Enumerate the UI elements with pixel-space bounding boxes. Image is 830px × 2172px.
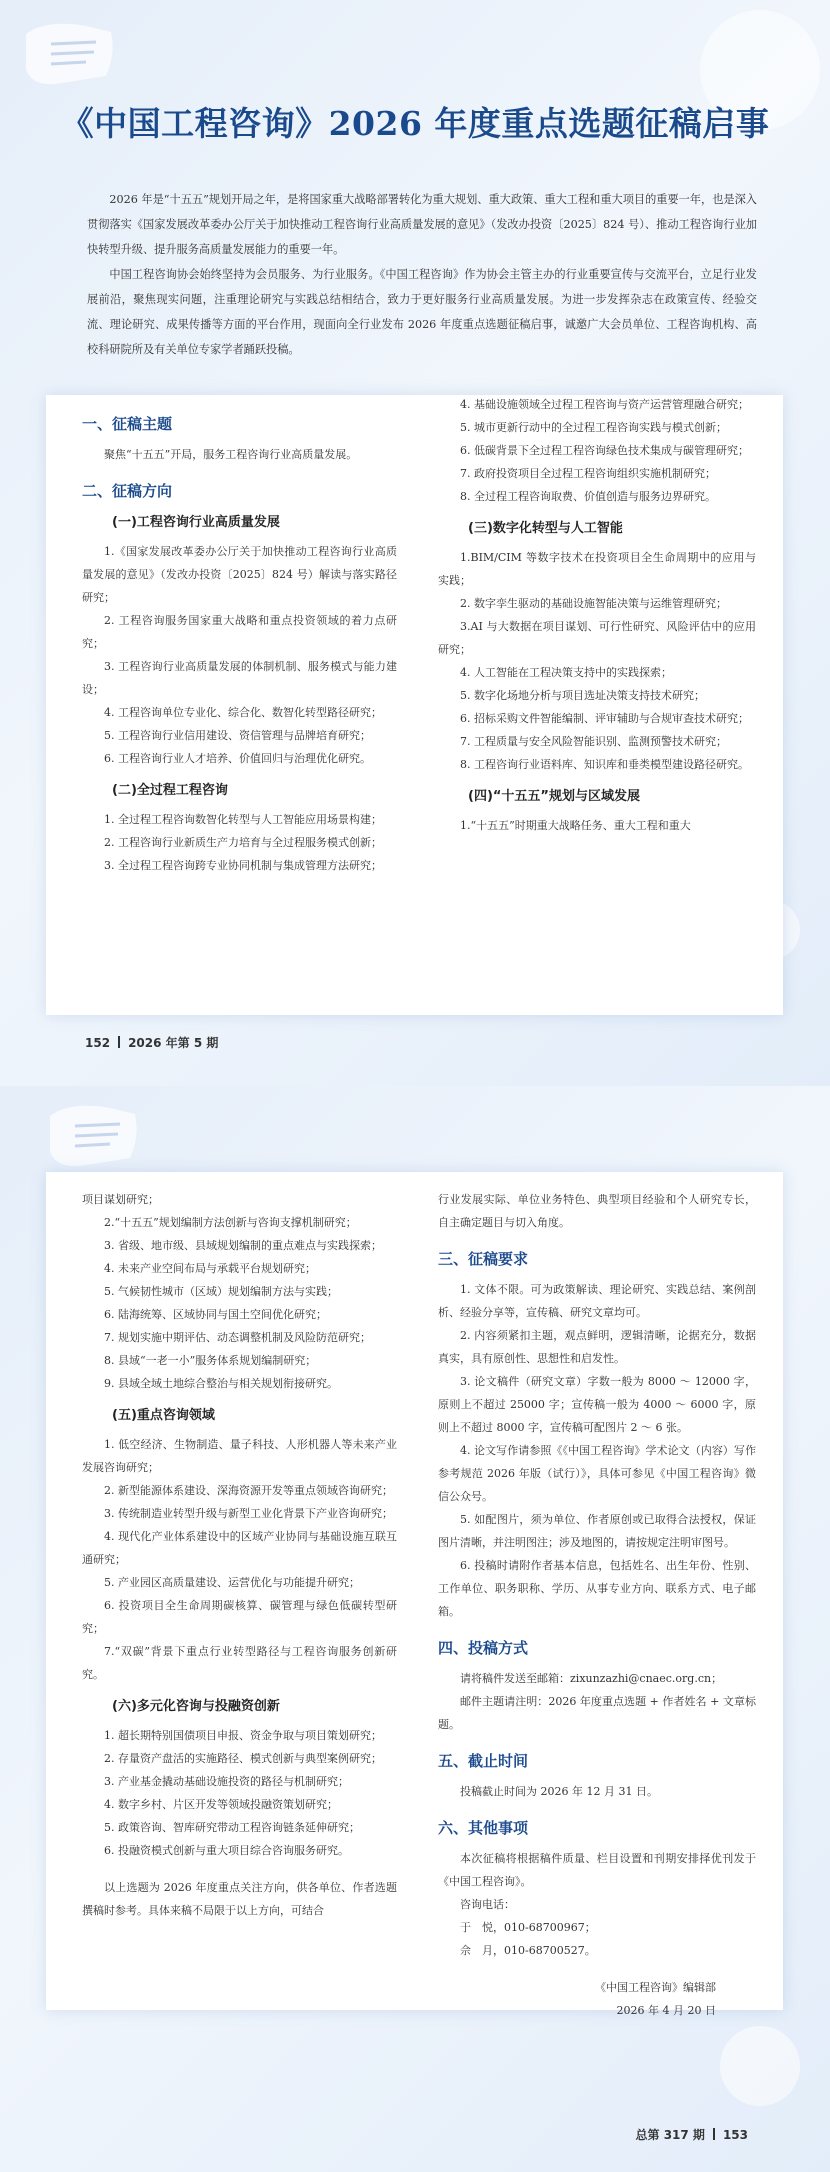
paragraph: 5. 产业园区高质量建设、运营优化与功能提升研究；: [104, 1576, 360, 1589]
paragraph: 5. 气候韧性城市（区域）规划编制方法与实践；: [104, 1285, 338, 1298]
paragraph: 4. 论文写作请参照《《中国工程咨询》学术论文（内容）写作参考规范 2026 年版（试行）》，具体可参见《中国工程咨询》微信公众号。: [438, 1444, 756, 1503]
paragraph: 4. 未来产业空间布局与承载平台规划研究；: [104, 1262, 316, 1275]
paragraph: 本次征稿将根据稿件质量、栏目设置和刊期安排择优刊发于《中国工程咨询》。: [438, 1852, 756, 1888]
right-column: [438, 393, 756, 837]
section-heading: 一、征稿主题: [82, 415, 173, 433]
spacer: [438, 1962, 756, 1976]
paragraph: 6. 投资项目全生命周期碳核算、碳管理与绿色低碳转型研究；: [82, 1599, 397, 1635]
section-heading: 四、投稿方式: [438, 1639, 529, 1657]
paragraph: 1.《国家发展改革委办公厅关于加快推动工程咨询行业高质量发展的意见》（发改办投资〔2025〕824 号）解读与落实路径研究；: [82, 545, 397, 604]
subsection-heading: (三)数字化转型与人工智能: [468, 521, 623, 536]
paragraph: 3. 传统制造业转型升级与新型工业化背景下产业咨询研究；: [104, 1507, 393, 1520]
paragraph: 2. 内容须紧扣主题，观点鲜明，逻辑清晰，论据充分，数据真实，具有原创性、思想性和启发性。: [438, 1329, 756, 1365]
paragraph: 7. 规划实施中期评估、动态调整机制及风险防范研究；: [104, 1331, 371, 1344]
paragraph: 1. 超长期特别国债项目申报、资金争取与项目策划研究；: [104, 1729, 382, 1742]
section-heading: 三、征稿要求: [438, 1250, 529, 1268]
footer-divider: [118, 1036, 120, 1048]
paragraph: 3. 全过程工程咨询跨专业协同机制与集成管理方法研究；: [104, 859, 382, 872]
paragraph: 5. 城市更新行动中的全过程工程咨询实践与模式创新；: [460, 421, 727, 434]
paragraph: 1. 文体不限。可为政策解读、理论研究、实践总结、案例剖析、经验分享等，宣传稿、研究文章均可。: [438, 1283, 756, 1319]
section-heading: 六、其他事项: [438, 1819, 529, 1837]
paragraph: 2.“十五五”规划编制方法创新与咨询支撑机制研究；: [104, 1216, 357, 1229]
signature-line: 2026 年 4 月 20 日: [616, 2004, 716, 2017]
left-column: [82, 399, 397, 877]
page-number: 152: [85, 1036, 111, 1050]
paragraph: 2. 工程咨询行业新质生产力培育与全过程服务模式创新；: [104, 836, 382, 849]
paragraph: 6. 招标采购文件智能编制、评审辅助与合规审查技术研究；: [460, 712, 749, 725]
paragraph-continued: 项目谋划研究；: [82, 1193, 159, 1206]
paragraph: 请将稿件发送至邮箱：zixunzazhi@cnaec.org.cn；: [460, 1672, 723, 1685]
subsection-heading: (一)工程咨询行业高质量发展: [112, 515, 280, 530]
page-title: 《中国工程咨询》2026 年度重点选题征稿启事: [60, 104, 770, 143]
paragraph: 投稿截止时间为 2026 年 12 月 31 日。: [460, 1785, 658, 1798]
paragraph: 邮件主题请注明：2026 年度重点选题 + 作者姓名 + 文章标题。: [438, 1695, 756, 1731]
paragraph: 聚焦“十五五”开局，服务工程咨询行业高质量发展。: [104, 448, 358, 461]
paragraph: 于 悦，010-68700967；: [460, 1921, 596, 1934]
spacer: [82, 1862, 397, 1876]
page-footer: [636, 2126, 748, 2143]
intro-paragraph: 中国工程咨询协会始终坚持为会员服务、为行业服务。《中国工程咨询》作为协会主管主办的行业重要宣传与交流平台，立足行业发展前沿，聚焦现实问题，注重理论研究与实践总结相结合，致力于更好服务行业高质量发展。为进一步发挥杂志在政策宣传、经验交流、理论研究、成果传播等方面的平台作用，现面向全行业发布 2026 年度重点选题征稿启事，诚邀广大会员单位、工程咨询机构、高校科研院所及有关单位专家学者踊跃投稿。: [87, 268, 757, 356]
paragraph: 5. 如配图片，须为单位、作者原创或已取得合法授权，保证图片清晰，并注明图注；涉及地图的，请按规定注明审图号。: [438, 1513, 756, 1549]
page-footer: [85, 1034, 218, 1051]
content-card: [46, 395, 783, 1015]
paragraph: 8. 工程咨询行业语料库、知识库和垂类模型建设路径研究。: [460, 758, 749, 771]
bubble-decoration: [720, 2026, 800, 2106]
paragraph: 以上选题为 2026 年度重点关注方向，供各单位、作者选题撰稿时参考。具体来稿不局限于以上方向，可结合: [82, 1881, 397, 1917]
paragraph: 1.BIM/CIM 等数字技术在投资项目全生命周期中的应用与实践；: [438, 551, 756, 587]
paragraph-continued: 行业发展实际、单位业务特色、典型项目经验和个人研究专长，自主确定题目与切入角度。: [438, 1193, 756, 1229]
subsection-heading: (五)重点咨询领域: [112, 1408, 215, 1423]
subsection-heading: (六)多元化咨询与投融资创新: [112, 1699, 280, 1714]
paragraph: 1.“十五五”时期重大战略任务、重大工程和重大: [460, 819, 691, 832]
paragraph: 3. 省级、地市级、县域规划编制的重点难点与实践探索；: [104, 1239, 382, 1252]
paragraph: 6. 投稿时请附作者基本信息，包括姓名、出生年份、性别、工作单位、职务职称、学历、从事专业方向、联系方式、电子邮箱。: [438, 1559, 756, 1618]
paragraph: 2. 存量资产盘活的实施路径、模式创新与典型案例研究；: [104, 1752, 382, 1765]
subsection-heading: (二)全过程工程咨询: [112, 783, 228, 798]
paragraph: 5. 政策咨询、智库研究带动工程咨询链条延伸研究；: [104, 1821, 360, 1834]
paragraph: 4. 基础设施领域全过程工程咨询与资产运营管理融合研究；: [460, 398, 749, 411]
paragraph: 4. 现代化产业体系建设中的区域产业协同与基础设施互联互通研究；: [82, 1530, 397, 1566]
paragraph: 9. 县域全域土地综合整治与相关规划衔接研究。: [104, 1377, 338, 1390]
paragraph: 7. 工程质量与安全风险智能识别、监测预警技术研究；: [460, 735, 727, 748]
total-issue-label: 总第 317 期: [635, 2128, 705, 2142]
paragraph: 3. 产业基金撬动基础设施投资的路径与机制研究；: [104, 1775, 349, 1788]
signature-line: 《中国工程咨询》编辑部: [595, 1981, 716, 1994]
scroll-decoration-icon: [16, 14, 126, 94]
paragraph: 佘 月，010-68700527。: [460, 1944, 596, 1957]
issue-label: 2026 年第 5 期: [128, 1036, 219, 1050]
paragraph: 4. 数字乡村、片区开发等领域投融资策划研究；: [104, 1798, 338, 1811]
paragraph: 5. 工程咨询行业信用建设、资信管理与品牌培育研究；: [104, 729, 371, 742]
paragraph: 2. 工程咨询服务国家重大战略和重点投资领域的着力点研究；: [82, 614, 397, 650]
paragraph: 2. 数字孪生驱动的基础设施智能决策与运维管理研究；: [460, 597, 727, 610]
paragraph: 6. 投融资模式创新与重大项目综合咨询服务研究。: [104, 1844, 349, 1857]
paragraph: 1. 低空经济、生物制造、量子科技、人形机器人等未来产业发展咨询研究；: [82, 1438, 397, 1474]
footer-divider: [713, 2128, 715, 2140]
paragraph: 8. 县域“一老一小”服务体系规划编制研究；: [104, 1354, 317, 1367]
page-153: [0, 1086, 830, 2172]
paragraph: 8. 全过程工程咨询取费、价值创造与服务边界研究。: [460, 490, 716, 503]
paragraph: 1. 全过程工程咨询数智化转型与人工智能应用场景构建；: [104, 813, 382, 826]
section-heading: 五、截止时间: [438, 1752, 529, 1770]
intro-text: [87, 187, 757, 362]
paragraph: 3. 论文稿件（研究文章）字数一般为 8000 ～ 12000 字，原则上不超过 25000 字；宣传稿一般为 4000 ～ 6000 字，原则上不超过 8000 字，宣传稿可配图片 2 ～ 6 张。: [438, 1375, 756, 1434]
scroll-decoration-icon: [40, 1096, 150, 1176]
paragraph: 6. 工程咨询行业人才培养、价值回归与治理优化研究。: [104, 752, 371, 765]
paragraph: 3.AI 与大数据在项目谋划、可行性研究、风险评估中的应用研究；: [438, 620, 756, 656]
paragraph: 2. 新型能源体系建设、深海资源开发等重点领域咨询研究；: [104, 1484, 393, 1497]
paragraph: 3. 工程咨询行业高质量发展的体制机制、服务模式与能力建设；: [82, 660, 397, 696]
page-number: 153: [722, 2128, 748, 2142]
paragraph: 4. 人工智能在工程决策支持中的实践探索；: [460, 666, 672, 679]
section-heading: 二、征稿方向: [82, 482, 173, 500]
paragraph: 6. 低碳背景下全过程工程咨询绿色技术集成与碳管理研究；: [460, 444, 749, 457]
right-column: [438, 1188, 756, 2022]
paragraph: 7.“双碳”背景下重点行业转型路径与工程咨询服务创新研究。: [82, 1645, 397, 1681]
paragraph: 6. 陆海统筹、区域协同与国土空间优化研究；: [104, 1308, 327, 1321]
intro-paragraph: 2026 年是“十五五”规划开局之年，是将国家重大战略部署转化为重大规划、重大政策、重大工程和重大项目的重要一年，也是深入贯彻落实《国家发展改革委办公厅关于加快推动工程咨询行业高质量发展的意见》（发改办投资〔2025〕824 号）、推动工程咨询行业加快转型升级、提升服务高质量发展能力的重要一年。: [87, 193, 757, 256]
paragraph: 4. 工程咨询单位专业化、综合化、数智化转型路径研究；: [104, 706, 382, 719]
left-column: [82, 1188, 397, 1922]
paragraph: 7. 政府投资项目全过程工程咨询组织实施机制研究；: [460, 467, 716, 480]
content-card: [46, 1172, 783, 2017]
paragraph: 5. 数字化场地分析与项目选址决策支持技术研究；: [460, 689, 705, 702]
subsection-heading: (四)“十五五”规划与区域发展: [468, 789, 640, 804]
paragraph: 咨询电话：: [460, 1898, 515, 1911]
